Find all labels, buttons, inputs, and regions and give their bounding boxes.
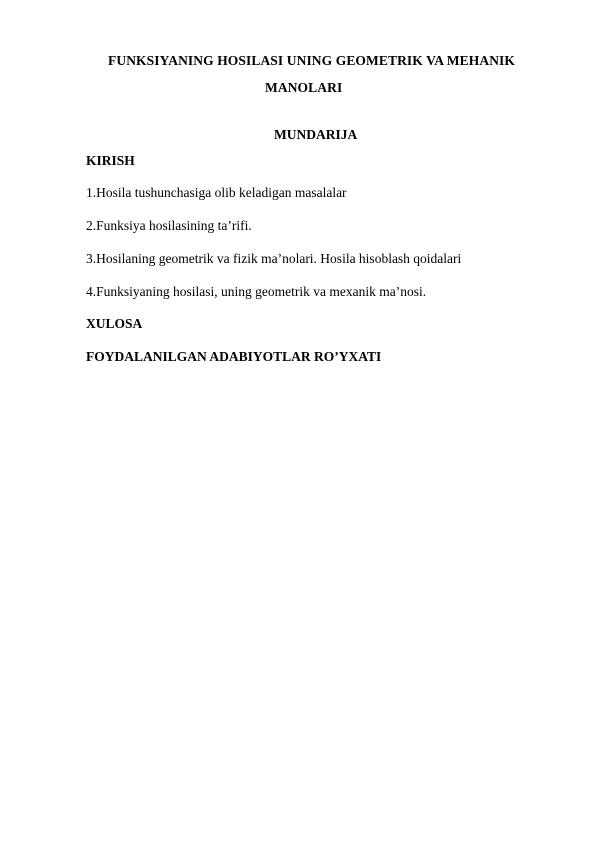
toc-item-1: 1.Hosila tushunchasiga olib keladigan masalalar xyxy=(86,185,347,200)
toc-item-kirish: KIRISH xyxy=(86,153,135,168)
toc-item-xulosa: XULOSA xyxy=(86,316,143,331)
toc-item-references: FOYDALANILGAN ADABIYOTLAR RO’YXATI xyxy=(86,349,382,364)
toc-item-4: 4.Funksiyaning hosilasi, uning geometrik va mexanik ma’nosi. xyxy=(86,284,427,299)
toc-item-2: 2.Funksiya hosilasining ta’rifi. xyxy=(86,218,252,233)
document-title-line-1: FUNKSIYANING HOSILASI UNING GEOMETRIK VA MEHANIK xyxy=(108,53,516,68)
document-title-line-2: MANOLARI xyxy=(265,80,343,95)
toc-item-3: 3.Hosilaning geometrik va fizik ma’nolari. Hosila hisoblash qoidalari xyxy=(86,251,462,266)
toc-heading: MUNDARIJA xyxy=(274,127,358,142)
